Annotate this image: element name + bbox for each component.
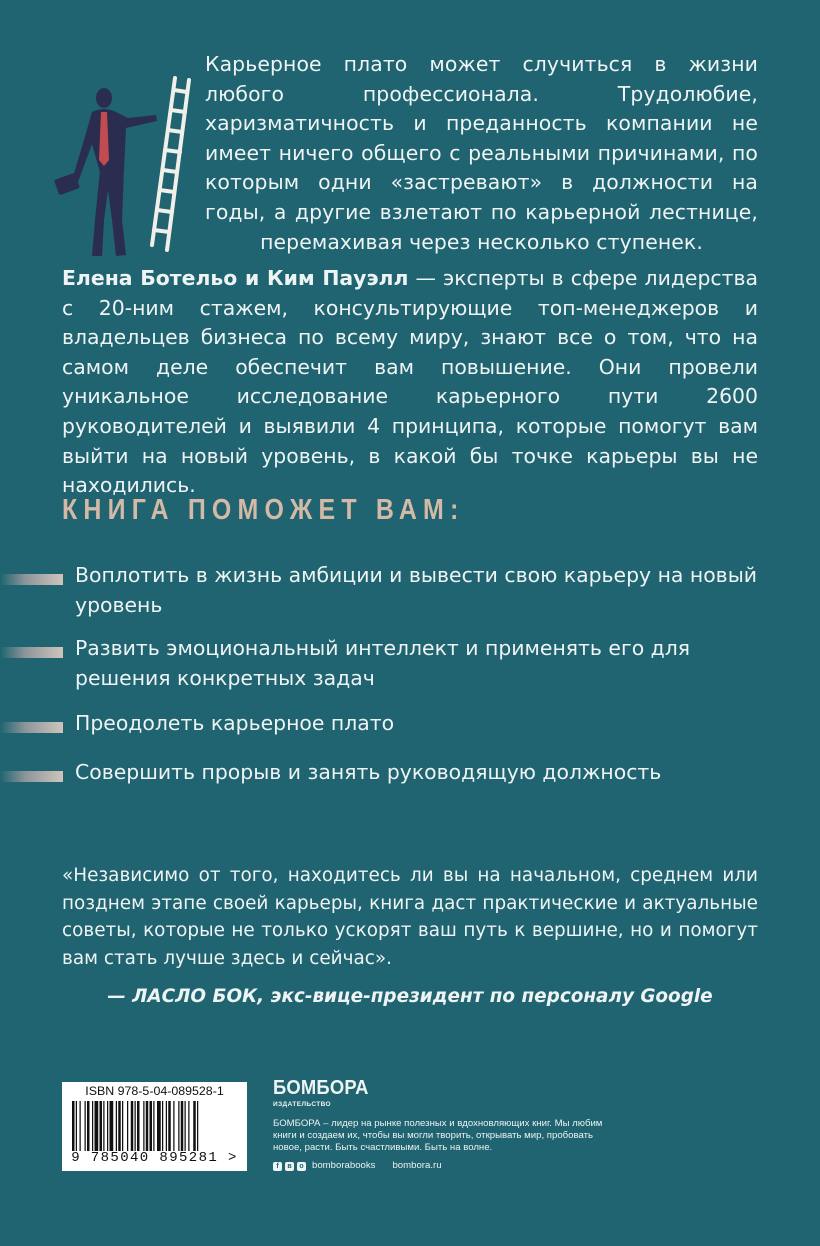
benefit-text: Воплотить в жизнь амбиции и вывести свою карьеру на новый уровень	[75, 563, 758, 617]
publisher-subtitle: ИЗДАТЕЛЬСТВО	[273, 1101, 332, 1108]
benefit-bar	[0, 574, 63, 585]
benefit-item	[0, 561, 780, 621]
benefit-item	[0, 709, 780, 739]
publisher-logo: БОМБОРА	[273, 1077, 369, 1099]
ladder-icon	[152, 78, 189, 250]
barcode	[62, 1082, 247, 1171]
authors-text: — эксперты в сфере лидерства с 20-ним стажем, консультирующие топ-менеджеров и владельцев бизнеса по всему миру, знают все о том, что на самом деле обеспечит вам повышение. Они провели уникальное исследование карьерного пути 2600 руководителей и выявили 4 принципа, которые помогут вам выйти на новый уровень, в какой бы точке карьеры вы не находились.	[62, 266, 759, 498]
benefit-bar	[0, 771, 63, 782]
social-row	[273, 1160, 442, 1172]
social-handle[interactable]: bomborabooks	[312, 1160, 376, 1171]
facebook-icon[interactable]: f	[273, 1162, 282, 1171]
businessman-ladder-illustration	[40, 70, 200, 260]
benefit-text: Совершить прорыв и занять руководящую должность	[75, 760, 662, 784]
authors-paragraph	[62, 264, 758, 501]
isbn-label: ISBN 978-5-04-089528-1	[85, 1084, 224, 1098]
publisher-site[interactable]: bombora.ru	[392, 1160, 442, 1171]
benefit-text: Развить эмоциональный интеллект и применять его для решения конкретных задач	[75, 636, 691, 690]
section-heading: КНИГА ПОМОЖЕТ ВАМ:	[62, 494, 465, 526]
odnoklassniki-icon[interactable]: о	[297, 1162, 306, 1171]
benefit-item	[0, 634, 780, 694]
barcode-digits: 9 785040 895281 >	[71, 1150, 238, 1166]
authors-names: Елена Ботельо и Ким Пауэлл	[62, 266, 409, 290]
quote-attribution: — ЛАСЛО БОК, экс-вице-президент по персоналу Google	[107, 986, 713, 1007]
intro-paragraph: Карьерное плато может случиться в жизни любого профессионала. Трудолюбие, харизматичность и преданность компании не имеет ничего общего с реальными причинами, по которым одни «застревают» в должности на годы, а другие взлетают по карьерной лестнице, перемахивая через несколько ступенек.	[205, 52, 758, 254]
vk-icon[interactable]: в	[285, 1162, 294, 1171]
benefit-text: Преодолеть карьерное плато	[75, 711, 395, 735]
benefit-item	[0, 758, 780, 788]
publisher-description: БОМБОРА – лидер на рынке полезных и вдохновляющих книг. Мы любим книги и создаем их, чтобы вы могли творить, открывать мир, пробовать новое, расти. Быть счастливыми. Быть на волне.	[273, 1118, 603, 1153]
businessman-icon	[54, 88, 157, 256]
benefit-bar	[0, 647, 63, 658]
barcode-bars	[66, 1101, 243, 1151]
benefit-bar	[0, 722, 63, 733]
quote: «Независимо от того, находитесь ли вы на начальном, среднем или позднем этапе своей карьеры, книга даст практические и актуальные советы, которые не только ускорят ваш путь к вершине, но и помогут вам стать лучше здесь и сейчас».	[62, 865, 758, 969]
